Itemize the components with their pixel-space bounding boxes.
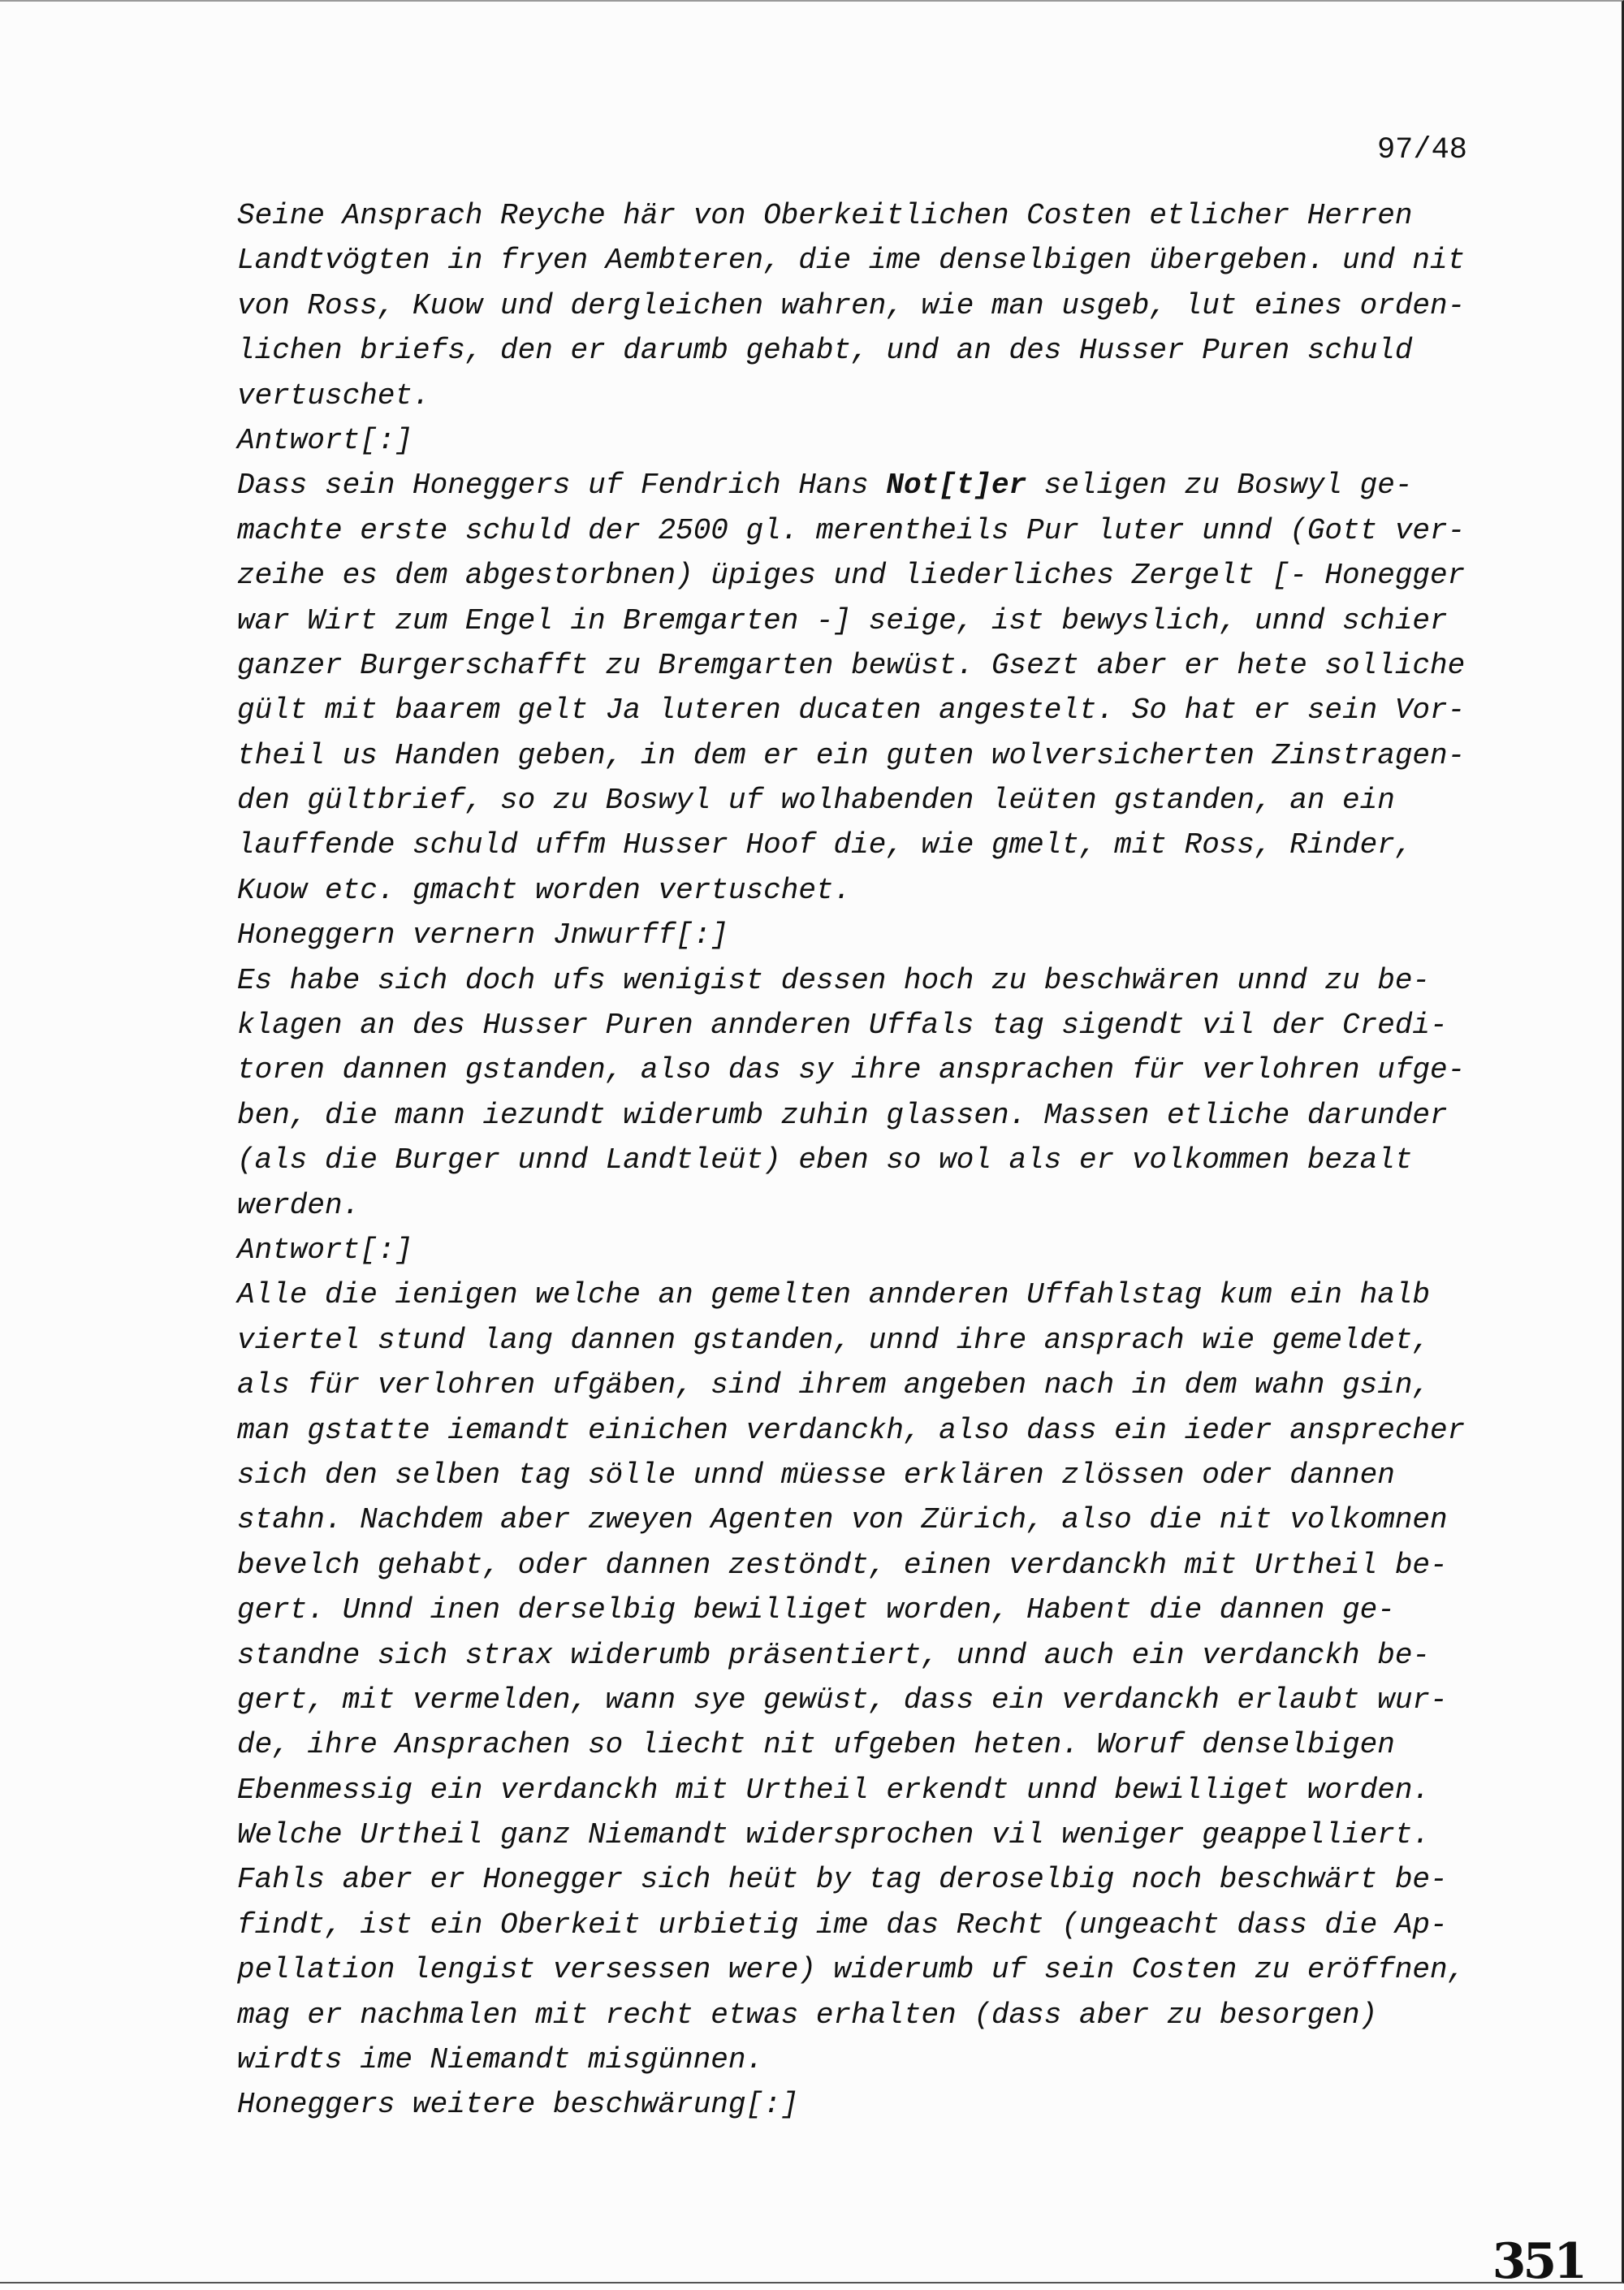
text-line: vertuschet. <box>237 378 430 413</box>
text-line: lichen briefs, den er darumb gehabt, und an des Husser Puren schuld <box>237 334 1413 368</box>
text-line: de, ihre Ansprachen so liecht nit ufgeben heten. Woruf denselbigen <box>237 1728 1395 1762</box>
text-line: gert, mit vermelden, wann sye gewüst, dass ein verdanckh erlaubt wur- <box>237 1683 1448 1717</box>
text-line: als für verlohren ufgäben, sind ihrem angeben nach in dem wahn gsin, <box>237 1368 1431 1402</box>
text-line: viertel stund lang dannen gstanden, unnd ihre ansprach wie gemeldet, <box>237 1323 1431 1357</box>
text-line: den gültbrief, so zu Boswyl uf wolhabenden leüten gstanden, an ein <box>237 784 1395 818</box>
section-heading: Honeggers weitere beschwärung[:] <box>237 2088 799 2122</box>
text-line: Ebenmessig ein verdanckh mit Urtheil erkendt unnd bewilliget worden. <box>237 1773 1431 1807</box>
text-line: Alle die ienigen welche an gemelten annderen Uffahlstag kum ein halb <box>237 1278 1431 1312</box>
section-heading: Antwort[:] <box>237 1233 413 1267</box>
text-line: ganzer Burgerschafft zu Bremgarten bewüst. Gsezt aber er hete solliche <box>237 648 1466 682</box>
text-segment: seligen zu Boswyl ge- <box>1026 469 1413 503</box>
text-line: Landtvögten in fryen Aembteren, die ime denselbigen übergeben. und nit <box>237 244 1466 278</box>
text-line: Seine Ansprach Reyche här von Oberkeitlichen Costen etlicher Herren <box>237 199 1413 232</box>
text-line: mag er nachmalen mit recht etwas erhalten (dass aber zu besorgen) <box>237 1998 1378 2032</box>
bold-name: Not[t]er <box>886 469 1027 503</box>
text-line: Fahls aber er Honegger sich heüt by tag deroselbig noch beschwärt be- <box>237 1863 1448 1897</box>
section-heading: Antwort[:] <box>237 423 413 457</box>
text-line: wirdts ime Niemandt misgünnen. <box>237 2043 764 2077</box>
text-line: (als die Burger unnd Landtleüt) eben so wol als er volkommen bezalt <box>237 1143 1413 1177</box>
text-line: theil us Handen geben, in dem er ein guten wolversicherten Zinstragen- <box>237 738 1466 772</box>
text-line: toren dannen gstanden, also das sy ihre ansprachen für verlohren ufge- <box>237 1053 1466 1087</box>
text-line: werden. <box>237 1188 361 1222</box>
text-line: pellation lengist versessen were) widerumb uf sein Costen zu eröffnen, <box>237 1953 1466 1987</box>
text-line: gert. Unnd inen derselbig bewilliget worden, Habent die dannen ge- <box>237 1593 1395 1627</box>
text-line: zeihe es dem abgestorbnen) üpiges und liederliches Zergelt [- Honegger <box>237 559 1466 593</box>
text-segment: Dass sein Honeggers uf Fendrich Hans <box>237 469 887 503</box>
text-line: gült mit baarem gelt Ja luteren ducaten angestelt. So hat er sein Vor- <box>237 693 1466 728</box>
folio-number: 351 <box>1492 2233 1584 2290</box>
text-line: von Ross, Kuow und dergleichen wahren, wie man usgeb, lut eines orden- <box>237 288 1466 322</box>
page-number: 97/48 <box>1376 133 1467 167</box>
text-line: stahn. Nachdem aber zweyen Agenten von Zürich, also die nit volkomnen <box>237 1503 1448 1537</box>
text-line: bevelch gehabt, oder dannen zestöndt, einen verdanckh mit Urtheil be- <box>237 1548 1448 1582</box>
text-line: lauffende schuld uffm Husser Hoof die, wie gmelt, mit Ross, Rinder, <box>237 828 1413 862</box>
text-line <box>237 463 1488 508</box>
text-line: man gstatte iemandt einichen verdanckh, also dass ein ieder ansprecher <box>237 1413 1466 1447</box>
text-line: findt, ist ein Oberkeit urbietig ime das Recht (ungeacht dass die Ap- <box>237 1908 1448 1942</box>
text-line: war Wirt zum Engel in Bremgarten -] seige, ist bewyslich, unnd schier <box>237 603 1448 637</box>
text-line: klagen an des Husser Puren annderen Uffals tag sigendt vil der Credi- <box>237 1009 1448 1043</box>
text-line: ben, die mann iezundt widerumb zuhin glassen. Massen etliche darunder <box>237 1098 1448 1132</box>
text-line: standne sich strax widerumb präsentiert, unnd auch ein verdanckh be- <box>237 1638 1431 1672</box>
section-heading: Honeggern vernern Jnwurff[:] <box>237 918 728 953</box>
text-line: sich den selben tag sölle unnd müesse erklären zlössen oder dannen <box>237 1458 1395 1492</box>
text-line: Es habe sich doch ufs wenigist dessen hoch zu beschwären unnd zu be- <box>237 963 1431 997</box>
transcription-body <box>237 193 1488 2128</box>
text-line: Welche Urtheil ganz Niemandt widersprochen vil weniger geappelliert. <box>237 1818 1431 1852</box>
text-line: machte erste schuld der 2500 gl. merentheils Pur luter unnd (Gott ver- <box>237 513 1466 547</box>
text-line: Kuow etc. gmacht worden vertuschet. <box>237 873 852 907</box>
